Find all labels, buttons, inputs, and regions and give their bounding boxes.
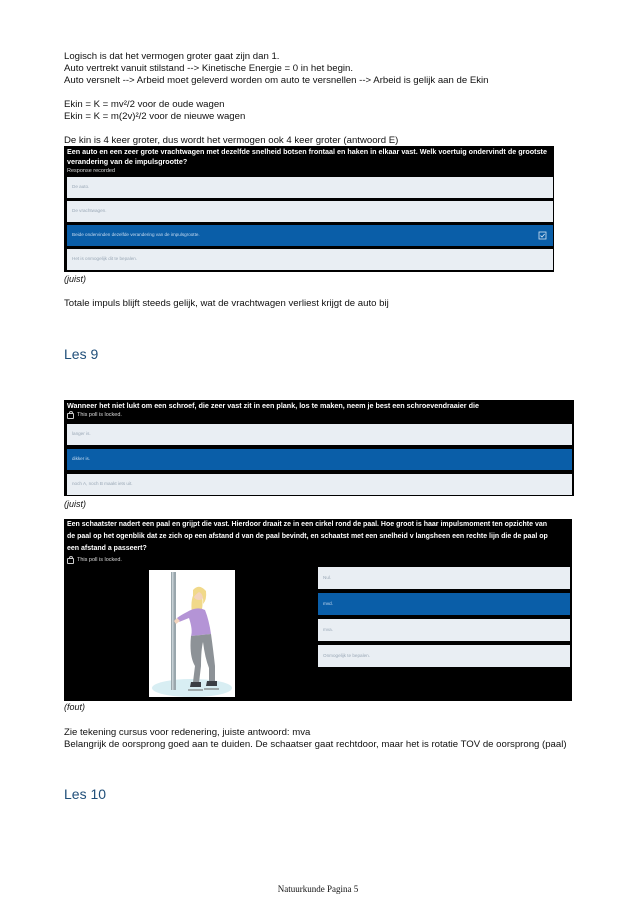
intro-line: Auto vertrekt vanuit stilstand --> Kinetische Energie = 0 in het begin. xyxy=(64,63,354,74)
poll-question-line: Een schaatster nadert een paal en grijpt die vast. Hierdoor draait ze in een cirkel rond de paal. Hoe groot is haar impulsmoment ten opzichte van xyxy=(67,521,548,528)
result-note: (juist) xyxy=(64,274,86,284)
poll-option[interactable]: Onmogelijk te bepalen. xyxy=(318,645,570,667)
poll-option[interactable]: Nul. xyxy=(318,567,570,589)
poll-question: Wanneer het niet lukt om een schroef, die zeer vast zit in een plank, los te maken, neem je best een schroevendraaier die xyxy=(67,401,479,410)
poll-option[interactable]: De vrachtwagen. xyxy=(67,201,553,222)
section-heading: Les 10 xyxy=(64,786,107,802)
intro-line: De kin is 4 keer groter, dus wordt het vermogen ook 4 keer groter (antwoord E) xyxy=(64,135,399,146)
comment: Belangrijk de oorsprong goed aan te duiden. De schaatser gaat rechtdoor, maar het is rotatie TOV de oorsprong (paal) xyxy=(64,739,567,750)
poll-3 xyxy=(64,519,572,701)
intro-line: Ekin = K = mv²/2 voor de oude wagen xyxy=(64,99,225,110)
poll-question-line: de paal op het ogenblik dat ze zich op een afstand d van de paal bevindt, en schaatst met een snelheid v langsheen een rechte lijn die de paal op xyxy=(67,533,548,540)
result-note: (juist) xyxy=(64,499,86,509)
lock-icon xyxy=(67,413,74,419)
poll-option[interactable]: mva. xyxy=(318,619,570,641)
poll-option[interactable]: noch A, noch B maakt iets uit. xyxy=(67,474,572,495)
result-note: (fout) xyxy=(64,702,86,712)
poll-1 xyxy=(64,146,554,272)
comment: Totale impuls blijft steeds gelijk, wat de vrachtwagen verliest krijgt de auto bij xyxy=(64,298,389,309)
poll-status: This poll is locked. xyxy=(64,554,572,564)
poll-option-selected[interactable]: Beide ondervinden dezelfde verandering van de impulsgrootte. xyxy=(67,225,553,246)
poll-option-selected[interactable]: mvd. xyxy=(318,593,570,615)
poll-option-selected[interactable]: dikker is. xyxy=(67,449,572,470)
lock-icon xyxy=(67,558,74,564)
checkmark-icon xyxy=(538,231,547,240)
page-footer: Natuurkunde Pagina 5 xyxy=(277,884,359,894)
poll-2 xyxy=(64,400,574,496)
poll-question: Een auto en een zeer grote vrachtwagen met dezelfde snelheid botsen frontaal en haken in elkaar vast. Welk voertuig ondervindt de grootste verandering van de impulsgrootte? xyxy=(67,147,547,166)
poll-status: Response recorded xyxy=(67,168,116,174)
skater-illustration xyxy=(149,570,235,697)
intro-line: Auto versnelt --> Arbeid moet geleverd worden om auto te versnellen --> Arbeid is gelijk aan de Ekin xyxy=(64,75,489,86)
poll-option[interactable]: De auto. xyxy=(67,177,553,198)
poll-question-line: een afstand a passeert? xyxy=(67,545,147,552)
poll-status: This poll is locked. xyxy=(64,411,574,419)
section-heading: Les 9 xyxy=(64,346,99,362)
intro-line: Logisch is dat het vermogen groter gaat zijn dan 1. xyxy=(64,51,280,62)
poll-option[interactable]: langer is. xyxy=(67,424,572,445)
poll-option[interactable]: Het is onmogelijk dit te bepalen. xyxy=(67,249,553,270)
comment: Zie tekening cursus voor redenering, juiste antwoord: mva xyxy=(64,727,311,738)
intro-line: Ekin = K = m(2v)²/2 voor de nieuwe wagen xyxy=(64,111,246,122)
